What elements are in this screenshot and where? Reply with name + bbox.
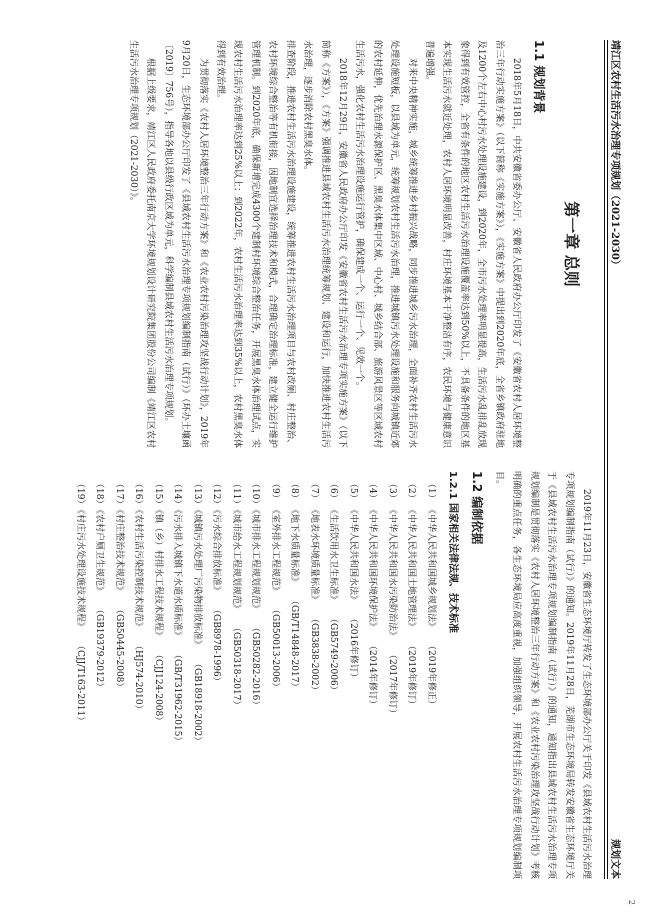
reference-code: （CJJ124-2008） xyxy=(152,650,163,726)
paragraph: 2019年11月23日，安徽省生态环境厅转发了生态环境部办公厅关于印发《县域农村生活污水治理专项规划编制指南（试行）》的通知。2019年11月28日，芜湖市生态环境局转发安徽省生态环境厅关于《县域农村生活污水治理专项规划编制指南（试行）》的通知，通知指出县域农村生活污水治理专项规划编制是贯彻落实《农村人居环境整治三年行动方案》和《农业农村污染治理攻坚战行动计划》考核明确的重点任务，各生态环境局应高度重视，加强组织领导，开展农村生活污水治理专项规划编制项目。 xyxy=(493,471,591,879)
reference-item xyxy=(323,471,343,879)
reference-title: 《中华人民共和国环境保护法》 xyxy=(367,505,378,632)
reference-code: （2016年修订） xyxy=(347,614,358,682)
reference-code: （2014年修订） xyxy=(367,641,378,709)
reference-number: （18） xyxy=(94,479,105,509)
reference-code: （GB3838-2002） xyxy=(308,614,319,695)
reference-item xyxy=(167,471,187,879)
paragraph: 对来中央精神实施，城乡统筹推进乡村振兴战略，同步推进城乡污水治理，全面补齐农村生活污水处理设施短板，以县域为单元，统筹规划农村生活污水治理，推进城镇污水处理设施和服务向城镇近郊的农村延伸，优先治理水源保护区、黑臭水体集中区域、中心村、城乡结合部、旅游风景区等区域农村生活污水，强化农村生活污水治理设施运行管护，确保建成一个、运行一个、见效一个。 xyxy=(354,40,417,448)
reference-code: （GB50282-2016） xyxy=(250,623,261,710)
reference-code: （GB5749-2006） xyxy=(328,614,339,695)
paragraph: 2018年5月18日，中共安徽省委办公厅、安徽省人民政府办公厅印发了《安徽省农村人居环境整治三年行动实施方案》（以下简称《实施方案》），《实施方案》中提出到2020年底，全省乡镇政府驻地及1200个左右中心村污水处理设施建设，到2020年，全市污水处理率明显提高，生活污水乱排乱放现象得到有效管控，全省有条件的地区农村生活污水治理设施覆盖率达到50%以上，不具备条件的地区基本实现生活污水就近处理，农村人居环境明显改善，村庄环境基本干净整洁有序，农民环境与健康意识普遍增强。 xyxy=(423,40,521,448)
reference-title: 《中华人民共和国城乡规划法》 xyxy=(425,505,436,632)
reference-title: 《中华人民共和国水法》 xyxy=(347,505,358,605)
reference-item xyxy=(147,471,167,879)
paragraph: 根据上级要求，靖江区人民政府委托南京大学环境规划设计研究院集团股份公司编制《靖江区农村生活污水治理专项规划（2021-2030）》。 xyxy=(128,40,156,448)
reference-item xyxy=(303,471,323,879)
reference-item xyxy=(420,471,440,879)
right-column xyxy=(69,471,594,879)
reference-number: （17） xyxy=(113,479,124,509)
reference-item xyxy=(186,471,206,879)
reference-item xyxy=(89,471,109,879)
reference-number: （14） xyxy=(172,479,183,509)
reference-number: （4） xyxy=(367,479,378,503)
reference-code: （GB/T31962-2015） xyxy=(172,650,183,746)
reference-item xyxy=(128,471,148,879)
reference-number: （19） xyxy=(74,479,85,509)
reference-title: 《城市给水工程规划规范》 xyxy=(230,505,241,614)
reference-code: （CJJ/T163-2011） xyxy=(74,641,85,726)
section-heading-background: 1.1 规划背景 xyxy=(532,40,546,114)
reference-title: 《生活饮用水卫生标准》 xyxy=(328,505,339,605)
left-column xyxy=(124,40,594,448)
reference-number: （16） xyxy=(133,479,144,509)
reference-number: （8） xyxy=(289,479,300,503)
header-rule xyxy=(607,40,608,879)
reference-item xyxy=(225,471,245,879)
section-heading-basis: 1.2 编制依据 xyxy=(469,471,484,545)
chapter-title: 第一章 总则 xyxy=(562,201,581,287)
reference-list xyxy=(69,471,440,879)
reference-code: （2019年修订） xyxy=(406,641,417,709)
reference-title: 《农村生活污染控制技术规范》 xyxy=(133,505,144,632)
reference-number: （12） xyxy=(211,479,222,509)
subsection-heading-national-standards: 1.2.1 国家相关法律法规、技术标准 xyxy=(446,471,458,633)
reference-number: （11） xyxy=(230,479,241,509)
reference-item xyxy=(108,471,128,879)
document-header-title: 靖江区农村生活污水治理专项规划（2021-2030） xyxy=(609,40,620,270)
reference-code: （GB50318-2017） xyxy=(230,623,241,710)
reference-title: 《村庄污水处理设施技术规程》 xyxy=(74,505,85,632)
reference-item xyxy=(284,471,304,879)
reference-title: 《地表水环境质量标准》 xyxy=(308,505,319,605)
paragraph: 为贯彻落实《农村人居环境整治三年行动方案》和《农业农村污染治理攻坚战行动计划》，2019年9月20日，生态环境部办公厅印发了《县域农村生活污水治理专项规划编制指南（试行）》（环办土壤函〔2019〕756号），指导各地以县级行政区域为单元，科学编制县域农村生活污水治理专项规划。 xyxy=(162,40,208,448)
reference-number: （2） xyxy=(406,479,417,503)
reference-code: （GB50013-2006） xyxy=(269,605,280,692)
reference-number: （1） xyxy=(425,479,436,503)
reference-item xyxy=(401,471,421,879)
reference-title: 《城镇污水处理厂污染物排放标准》 xyxy=(191,505,202,650)
reference-title: 《室外排水工程规范》 xyxy=(269,505,280,596)
reference-code: （GB/T14848-2017） xyxy=(289,596,300,692)
reference-title: 《中华人民共和国土地管理法》 xyxy=(406,505,417,632)
reference-number: （10） xyxy=(250,479,261,509)
reference-item xyxy=(245,471,265,879)
reference-code: （2019年修正） xyxy=(425,641,436,709)
reference-item xyxy=(69,471,89,879)
reference-item xyxy=(206,471,226,879)
reference-title: 《中华人民共和国水污染防治法》 xyxy=(386,505,397,641)
reference-title: 《村庄整治技术规范》 xyxy=(113,505,124,596)
reference-title: 《污水综合排放标准》 xyxy=(211,505,222,596)
reference-number: （3） xyxy=(386,479,397,503)
page-number: 2 xyxy=(627,899,636,905)
reference-number: （6） xyxy=(328,479,339,503)
reference-number: （5） xyxy=(347,479,358,503)
reference-code: （GB18918-2002） xyxy=(191,659,202,746)
reference-number: （13） xyxy=(191,479,202,509)
paragraph: 排查阶段，推进农村生活污水治理设施建设，统筹推进农村生活污水治理项目与农村改厕、村庄整治、农村环境综合整治等有机衔接，因地制宜选择治理技术和模式，合理确定治理标准，建立健全运行维护管理机制。到2020年底，确保新增完成4300个建制村环境综合整治任务，开展黑臭水体治理试点，实现农村生活污水治理率达到25%以上；到2022年，农村生活污水治理率达到35%以上，农村黑臭水体得到有效治理。 xyxy=(215,40,295,448)
reference-title: 《农村户厕卫生规范》 xyxy=(94,505,105,596)
document-header-type: 规划文本 xyxy=(609,839,620,879)
header-rule-thin xyxy=(604,40,605,879)
reference-item xyxy=(362,471,382,879)
reference-item xyxy=(342,471,362,879)
reference-code: （GB50445-2008） xyxy=(113,605,124,692)
paragraph: 2018年12月29日，安徽省人民政府办公厅印发《安徽省农村生活污水治理专项实施方案》（以下简称《方案》），《方案》强调推进县域农村生活污水治理统筹规划、建设和运行，加快推进农村生活污水治理，逐步消除农村黑臭水体。 xyxy=(302,40,347,448)
reference-code: （GB8978-1996） xyxy=(211,605,222,686)
reference-title: 《污水排入城镇下水道水质标准》 xyxy=(172,505,183,641)
reference-item xyxy=(264,471,284,879)
reference-title: 《镇（乡）村排水工程技术规程》 xyxy=(152,505,163,641)
reference-number: （7） xyxy=(308,479,319,503)
reference-title: 《地下水质量标准》 xyxy=(289,505,300,587)
reference-code: （HJ574-2010） xyxy=(133,641,144,714)
reference-number: （15） xyxy=(152,479,163,509)
reference-code: （GB19379-2012） xyxy=(94,605,105,692)
reference-code: （2017年修订） xyxy=(386,650,397,718)
reference-number: （9） xyxy=(269,479,280,503)
reference-item xyxy=(381,471,401,879)
reference-title: 《城市排水工程规划规范》 xyxy=(250,505,261,614)
